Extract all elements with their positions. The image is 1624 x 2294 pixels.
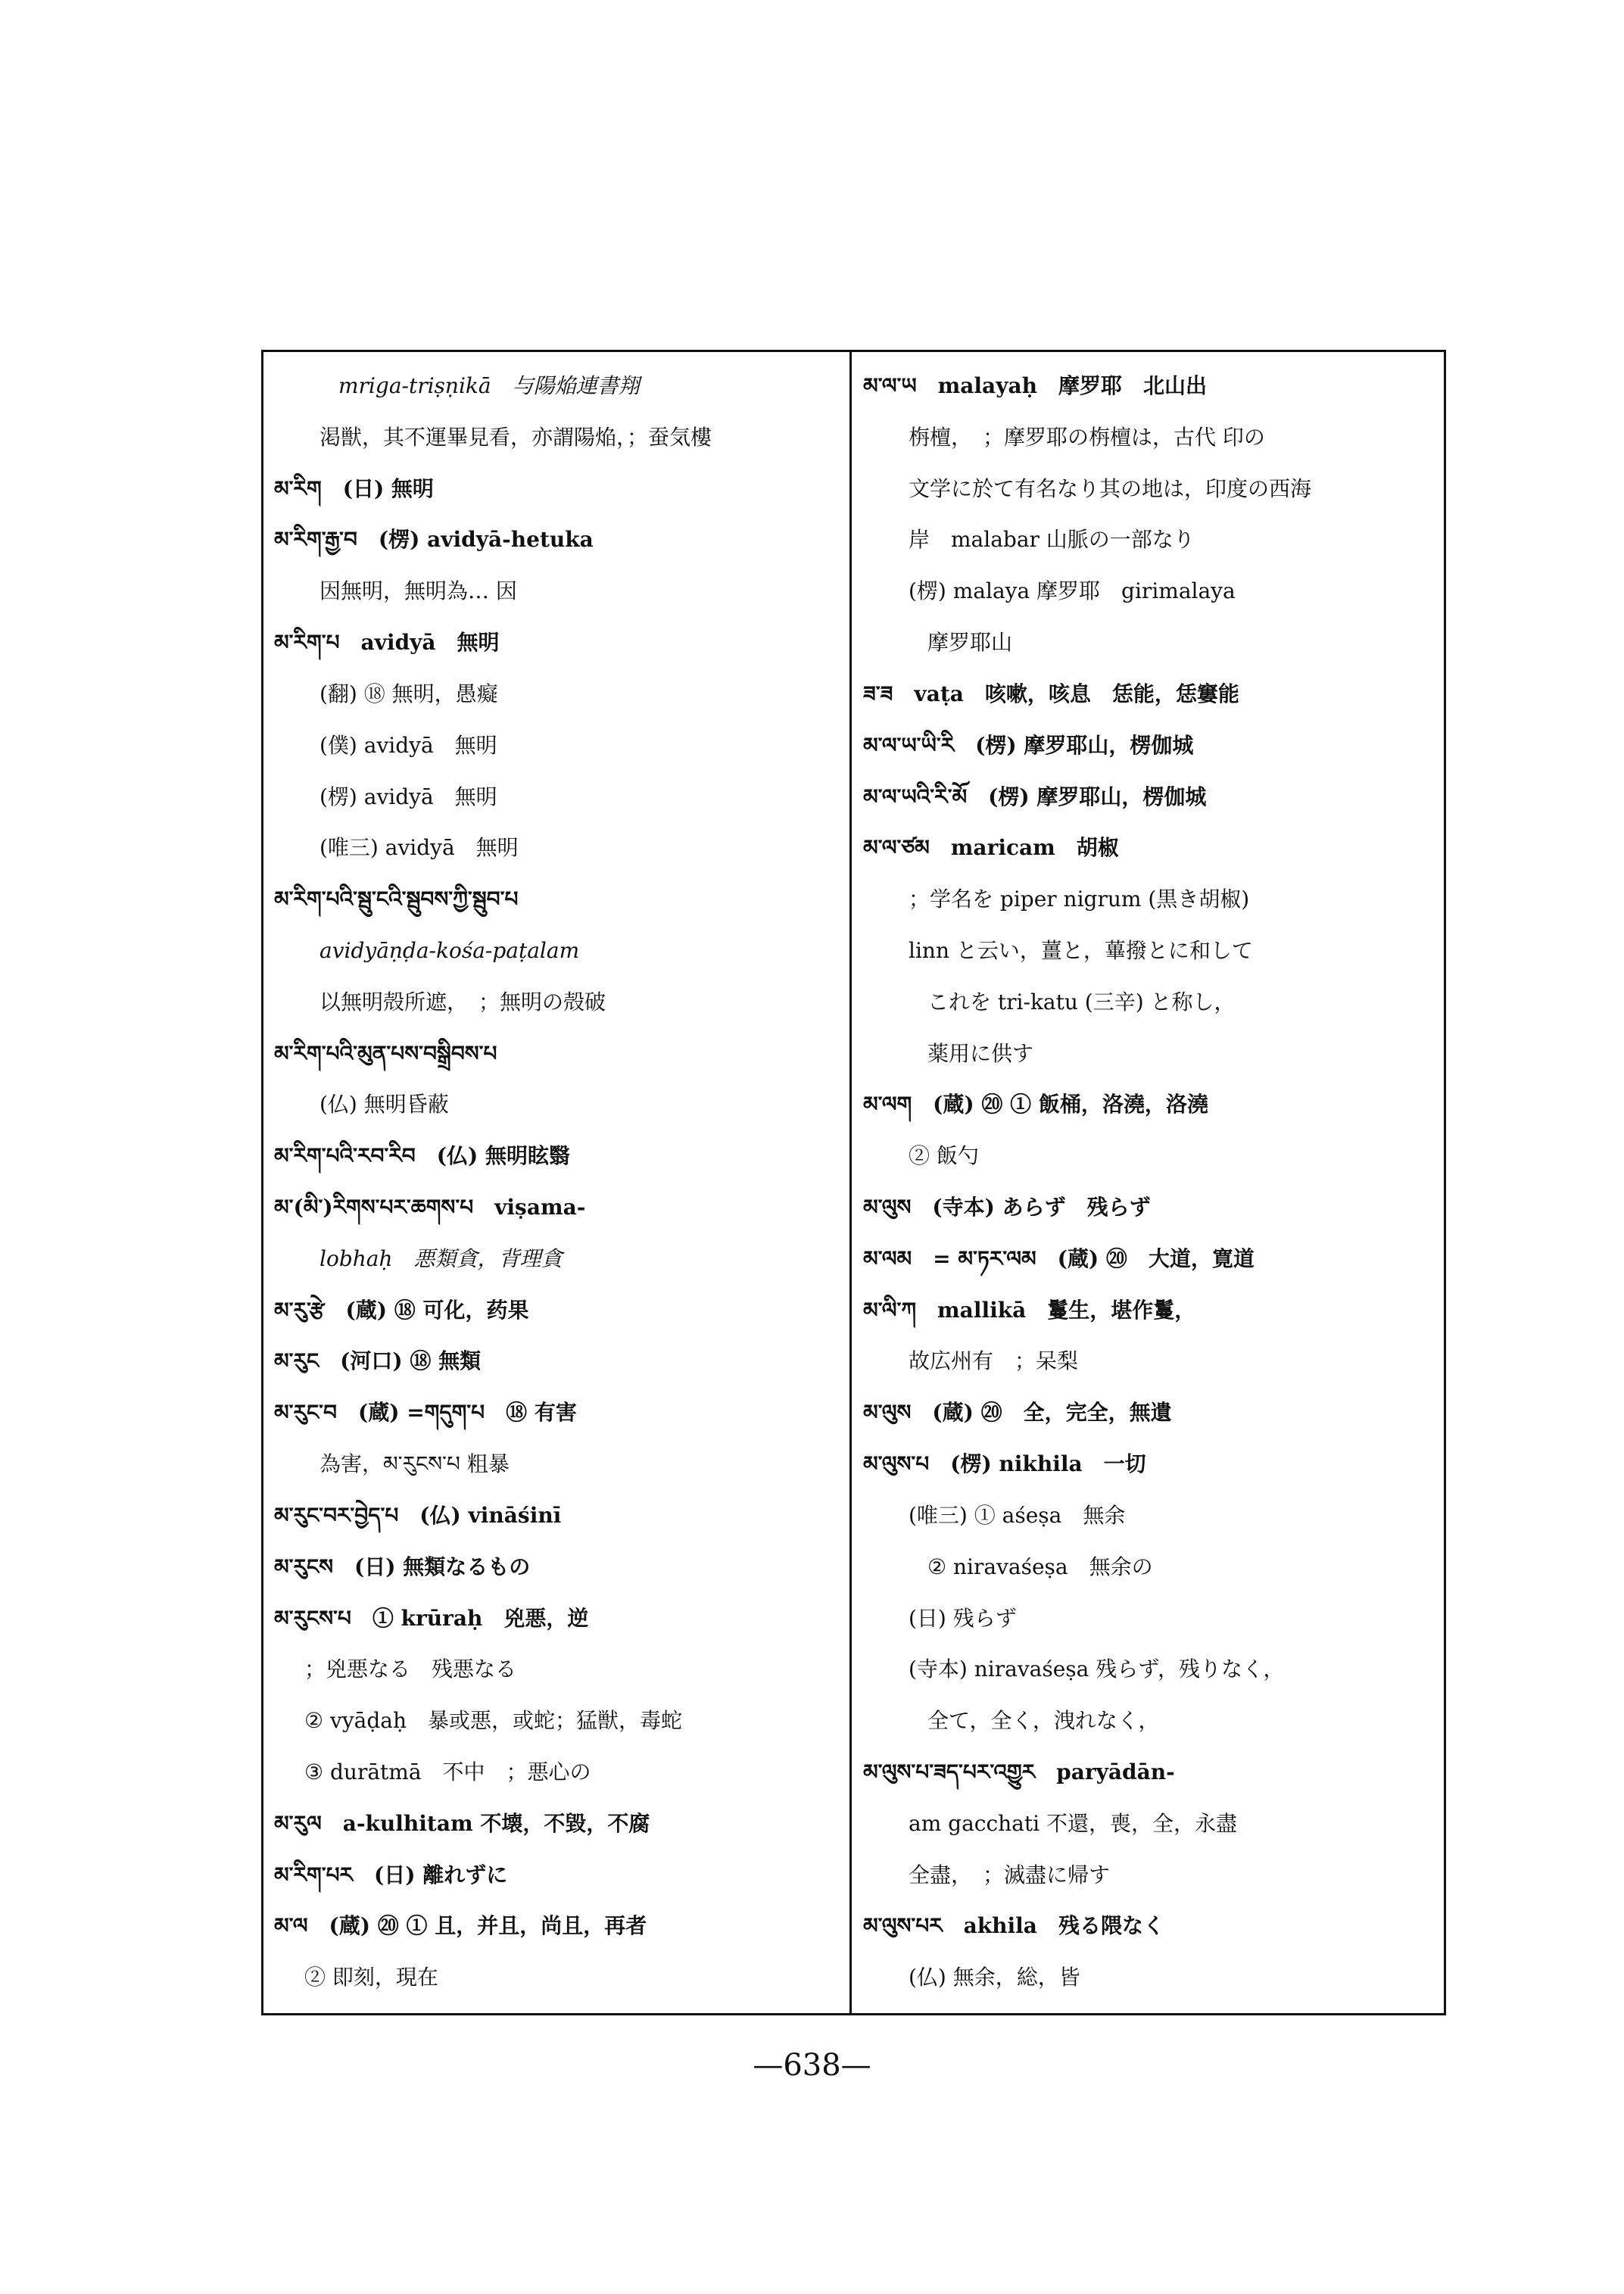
dictionary-line: am gacchati 不還，喪，全，永盡 — [909, 1811, 1237, 1836]
column-divider — [849, 350, 852, 2015]
dictionary-line: ② niravaśeṣa 無余の — [927, 1554, 1153, 1579]
dictionary-line: མ་ལུས (蔵) ⑳ 全，完全，無遺 — [863, 1400, 1172, 1425]
dictionary-line: མ་ལ་ཙམ maricam 胡椒 — [863, 835, 1119, 860]
dictionary-line: 全盡， ；滅盡に帰す — [909, 1862, 1111, 1887]
dictionary-line: (仏) 無明昏蔽 — [320, 1092, 449, 1117]
dictionary-line: མ་ལ་ཡའི་རི་མོ (楞) 摩罗耶山，楞伽城 — [863, 784, 1207, 809]
dictionary-line: མ་རུངས་པ ① krūraḥ 兇悪，逆 — [274, 1606, 589, 1631]
dictionary-line: (日) 残らず — [909, 1606, 1017, 1631]
right-column — [863, 362, 1435, 2005]
dictionary-line: མ་རུང་བ (蔵) =གདུག་པ ⑱ 有害 — [274, 1400, 577, 1425]
dictionary-line: avidyāṇḍa-kośa-paṭalam — [320, 938, 580, 963]
dictionary-line: ② vyāḍaḥ 暴或悪，或蛇；猛獣，毒蛇 — [304, 1708, 682, 1733]
dictionary-line: མ་ལུས (寺本) あらず 残らず — [863, 1195, 1151, 1220]
dictionary-line: མ་རུངས (日) 無類なるもの — [274, 1554, 531, 1579]
dictionary-line: ③ durātmā 不中 ；悪心の — [304, 1759, 591, 1784]
dictionary-line: lobhaḥ 悪類貪，背理貪 — [320, 1246, 563, 1271]
dictionary-line: 岸 malabar 山脈の一部なり — [909, 527, 1195, 552]
dictionary-line: (楞) avidyā 無明 — [320, 784, 497, 809]
dictionary-line: མ་ལམ = མ་ཏར་ལམ (蔵) ⑳ 大道，寛道 — [863, 1246, 1255, 1271]
dictionary-line: mriga-triṣṇikā 与陽焔連書翔 — [338, 373, 640, 398]
dictionary-line: 以無明殻所遮， ；無明の殻破 — [320, 990, 606, 1015]
dictionary-line: མ་(མི་)རིགས་པར་ཆགས་པ viṣama- — [274, 1195, 586, 1220]
dictionary-line: མ་ལུས་པར akhila 残る隈なく — [863, 1913, 1164, 1938]
dictionary-line: 栴檀， ；摩罗耶の栴檀は，古代 印の — [909, 425, 1265, 450]
dictionary-line: མ་རིག་པར (日) 離れずに — [274, 1862, 508, 1887]
dictionary-line: མ་རུང་བར་བྱེད་པ (仏) vināśinī — [274, 1503, 562, 1528]
dictionary-line: མ་ལི་ཀ mallikā 鬘生，堪作鬘， — [863, 1298, 1196, 1323]
dictionary-line: མ་རུ་རྩེ (蔵) ⑱ 可化，药果 — [274, 1298, 529, 1323]
dictionary-line: མ་རིག་པའི་རབ་རིབ (仏) 無明眩翳 — [274, 1143, 570, 1168]
dictionary-line: ② 飯勺 — [909, 1143, 979, 1168]
dictionary-line: これを tri-katu (三辛) と称し， — [927, 990, 1236, 1015]
dictionary-line: མ་ལ་ཡ malayaḥ 摩罗耶 北山出 — [863, 373, 1207, 398]
dictionary-line: 為害，མ་རུངས་པ 粗暴 — [320, 1451, 510, 1476]
dictionary-line: 文学に於て有名なり其の地は，印度の西海 — [909, 476, 1312, 501]
dictionary-line: ；学名を piper nigrum (黒き胡椒) — [909, 887, 1250, 912]
dictionary-line: (翻) ⑱ 無明，愚癡 — [320, 681, 498, 706]
dictionary-line: མ་ལུས་པ་ཟད་པར་འགྱུར paryādān- — [863, 1759, 1175, 1784]
dictionary-line: ཟ་ཟ vaṭa 咳嗽，咳息 恁能，恁窶能 — [863, 681, 1239, 706]
dictionary-line: མ་རིག་པའི་མུན་པས་བསྒྲིབས་པ — [274, 1041, 497, 1066]
dictionary-line: མ་རིག་པའི་སྦུ་ངའི་སྦུབས་ཀྱི་སྦུབ་པ — [274, 887, 519, 912]
dictionary-line: 因無明，無明為… 因 — [320, 578, 517, 603]
dictionary-line: མ་རུང (河口) ⑱ 無類 — [274, 1348, 482, 1373]
dictionary-line: 故広州有 ；呆梨 — [909, 1348, 1079, 1373]
dictionary-line: མ་ལག (蔵) ⑳ ① 飯桶，洛澆，洛澆 — [863, 1092, 1208, 1117]
left-column — [274, 362, 838, 2005]
dictionary-line: linn と云い，薑と，蓽撥とに和して — [909, 938, 1253, 963]
page-number: —638— — [753, 2048, 871, 2083]
dictionary-line: མ་རིག (日) 無明 — [274, 476, 434, 501]
dictionary-line: མ་རིག་པ avidyā 無明 — [274, 630, 500, 655]
dictionary-line: མ་ལ (蔵) ⑳ ① 且，并且，尚且，再者 — [274, 1913, 647, 1938]
dictionary-line: ；兇悪なる 残悪なる — [304, 1657, 517, 1682]
dictionary-line: ② 即刻，現在 — [304, 1965, 438, 1990]
dictionary-line: (楞) malaya 摩罗耶 girimalaya — [909, 578, 1236, 603]
dictionary-line: (唯三) ① aśeṣa 無余 — [909, 1503, 1126, 1528]
dictionary-line: མ་རིག་རྒྱ་བ (楞) avidyā-hetuka — [274, 527, 594, 552]
dictionary-line: 全て，全く，洩れなく， — [927, 1708, 1160, 1733]
dictionary-line: མ་རུལ a-kulhitam 不壊，不毀，不腐 — [274, 1811, 650, 1836]
dictionary-line: མ་ལུས་པ (楞) nikhila 一切 — [863, 1451, 1146, 1476]
dictionary-line: (僕) avidyā 無明 — [320, 733, 497, 758]
dictionary-line: 渇獣，其不運畢見看，亦謂陽焔，；蚕気樓 — [320, 425, 712, 450]
dictionary-line: (唯三) avidyā 無明 — [320, 835, 519, 860]
dictionary-line: 摩罗耶山 — [927, 630, 1013, 655]
dictionary-line: 薬用に供す — [927, 1041, 1034, 1066]
dictionary-line: (仏) 無余，総，皆 — [909, 1965, 1080, 1990]
dictionary-line: (寺本) niravaśeṣa 残らず，残りなく， — [909, 1657, 1285, 1682]
dictionary-line: མ་ལ་ཡ་ཡི་རི (楞) 摩罗耶山，楞伽城 — [863, 733, 1194, 758]
